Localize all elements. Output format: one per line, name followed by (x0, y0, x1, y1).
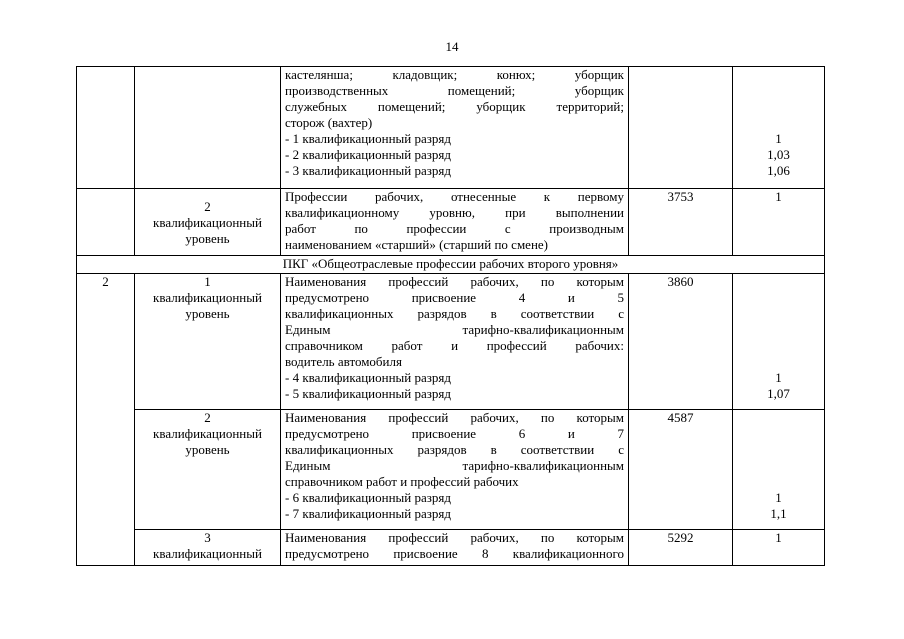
table-row (77, 410, 825, 530)
description-line: предусмотрено присвоение 6 и 7 (285, 426, 624, 441)
description-line: предусмотрено присвоение 8 квалификационного (285, 546, 624, 561)
description-line: квалификационных разрядов в соответствии с (285, 442, 624, 457)
coefficient-value: 1,07 (767, 386, 790, 401)
description-line: производственных помещений; уборщик (285, 83, 624, 98)
salary-cell: 3753 (629, 189, 733, 256)
group-cell (77, 189, 135, 256)
level-cell (135, 67, 281, 189)
level-label: квалификационный (153, 290, 262, 305)
description-line: - 3 квалификационный разряд (285, 163, 451, 178)
level-number: 3 (204, 530, 211, 545)
level-number: 2 (204, 199, 211, 214)
description-line: кастелянша; кладовщик; конюх; уборщик (285, 67, 624, 82)
table-row (77, 274, 825, 410)
description-line: - 1 квалификационный разряд (285, 131, 451, 146)
coefficient-value: 1,06 (767, 163, 790, 178)
description-line: Наименования профессий рабочих, по которым (285, 274, 624, 289)
level-cell (135, 530, 281, 566)
level-cell (135, 189, 281, 256)
coefficient-cell (733, 410, 825, 530)
description-cell (281, 530, 629, 566)
description-line: сторож (вахтер) (285, 115, 373, 130)
table-row (77, 67, 825, 189)
description-cell (281, 67, 629, 189)
group-number: 2 (77, 274, 135, 566)
page-number: 14 (445, 39, 459, 54)
coefficient-value: 1 (775, 490, 782, 505)
salary-table (76, 66, 825, 566)
group-cell (77, 67, 135, 189)
description-cell (281, 410, 629, 530)
section-title: ПКГ «Общеотраслевые профессии рабочих второго уровня» (77, 256, 825, 274)
description-line: Наименования профессий рабочих, по которым (285, 530, 624, 545)
coefficient-cell (733, 274, 825, 410)
description-cell (281, 189, 629, 256)
salary-cell: 3860 (629, 274, 733, 410)
description-line: квалификационному уровню, при выполнении (285, 205, 624, 220)
salary-cell: 4587 (629, 410, 733, 530)
description-line: работ по профессии с производным (285, 221, 624, 236)
level-number: 1 (204, 274, 211, 289)
description-line: предусмотрено присвоение 4 и 5 (285, 290, 624, 305)
description-line: Наименования профессий рабочих, по которым (285, 410, 624, 425)
description-line: водитель автомобиля (285, 354, 402, 369)
description-line: справочником работ и профессий рабочих (285, 474, 519, 489)
description-line: - 2 квалификационный разряд (285, 147, 451, 162)
coefficient-cell: 1 (733, 530, 825, 566)
description-line: - 7 квалификационный разряд (285, 506, 451, 521)
coefficient-cell: 1 (733, 189, 825, 256)
description-line: Единым тарифно-квалификационным (285, 458, 624, 473)
level-label: квалификационный (153, 546, 262, 561)
table-row (77, 189, 825, 256)
level-label: квалификационный (153, 426, 262, 441)
level-label: уровень (185, 442, 230, 457)
description-line: наименованием «старший» (старший по смене) (285, 237, 549, 252)
table-row (77, 530, 825, 566)
description-line: Единым тарифно-квалификационным (285, 322, 624, 337)
level-label: квалификационный (153, 215, 262, 230)
description-line: справочником работ и профессий рабочих: (285, 338, 624, 353)
level-label: уровень (185, 306, 230, 321)
level-cell (135, 410, 281, 530)
coefficient-value: 1,03 (767, 147, 790, 162)
description-line: - 5 квалификационный разряд (285, 386, 451, 401)
description-line: квалификационных разрядов в соответствии с (285, 306, 624, 321)
description-line: служебных помещений; уборщик территорий; (285, 99, 624, 114)
description-cell (281, 274, 629, 410)
description-line: Профессии рабочих, отнесенные к первому (285, 189, 624, 204)
coefficient-value: 1 (775, 131, 782, 146)
section-header-row (77, 256, 825, 274)
level-number: 2 (204, 410, 211, 425)
coefficient-value: 1 (775, 370, 782, 385)
description-line: - 4 квалификационный разряд (285, 370, 451, 385)
description-line: - 6 квалификационный разряд (285, 490, 451, 505)
coefficient-value: 1,1 (770, 506, 787, 521)
salary-cell (629, 67, 733, 189)
coefficient-cell (733, 67, 825, 189)
salary-cell: 5292 (629, 530, 733, 566)
level-label: уровень (185, 231, 230, 246)
level-cell (135, 274, 281, 410)
